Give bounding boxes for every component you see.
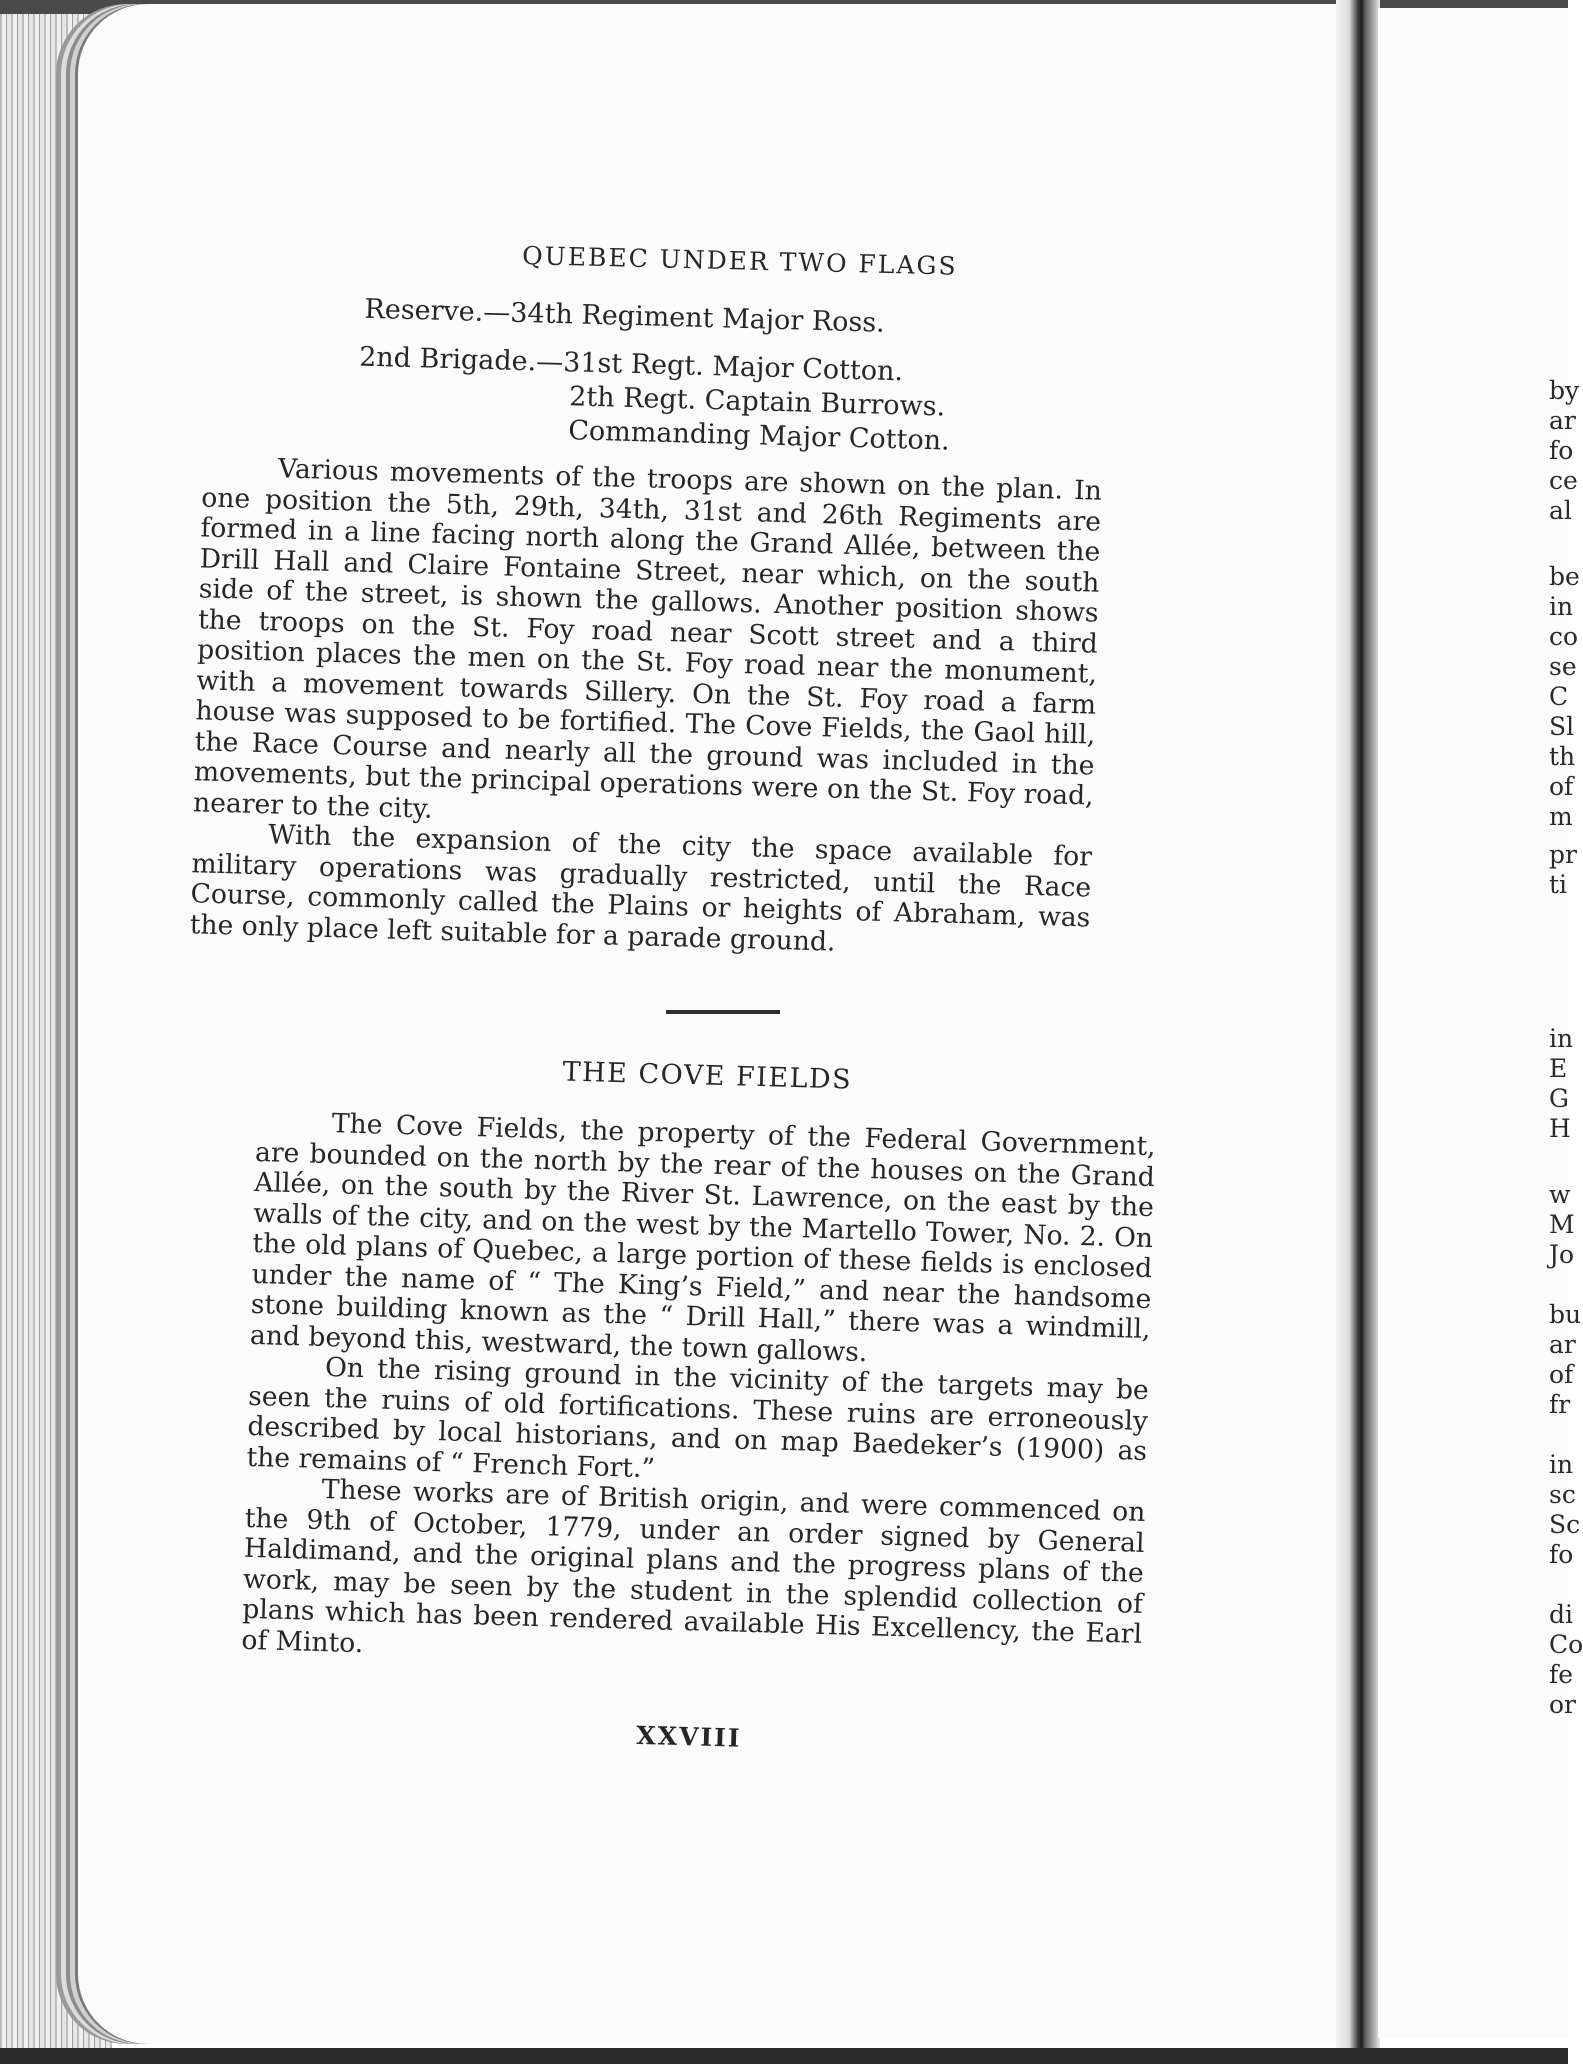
facing-page-fragment: or [1549,1690,1577,1719]
facing-page-fragment: fr [1549,1390,1571,1419]
body-paragraph: These works are of British origin, and were commenced on the 9th of October, 1779, under an order signed by General Haldimand, and the original plans and the progress plans of the work, may be seen by the student in the splendid collection of plans which has been rendered available His Excellency, the Earl of Minto. [241,1473,1146,1659]
facing-page-fragment: se [1549,652,1577,681]
facing-page-fragment: bu [1549,1300,1582,1329]
facing-page-fragment: be [1549,562,1580,591]
scan-bottom-border [0,2048,1568,2064]
body-paragraph: Various movements of the troops are shown on the plan. In one position the 5th, 29th, 34th, 31st and 26th Regiments are formed in a line facing north along the Grand Allée, between the Drill Hall and Claire Fontaine Street, near which, on the south side of the street, is shown the gallows. Another position shows the troops on the St. Foy road near Scott street and a third position places the men on the St. Foy road near the monument, with a movement towards Sillery. On the St. Foy road a farm house was supposed to be fortified. The Cove Fields, the Gaol hill, the Race Course and nearly all the ground was included in the movements, but the principal operations were on the St. Foy road, nearer to the city. [192,453,1103,825]
facing-page-fragment: Sl [1549,712,1575,741]
section-divider-rule [666,1010,780,1014]
brigade-line: 2nd Brigade.—31st Regt. Major Cotton. [358,341,904,388]
facing-page-fragment: al [1549,496,1572,525]
facing-page-fragment: fe [1549,1660,1574,1689]
facing-page-fragment: in [1549,1450,1574,1479]
right-page [1378,8,1571,2038]
page-number: XXVIII [635,1720,742,1753]
page-body-bottom [239,1048,1178,1764]
facing-page-fragment: fo [1549,436,1574,465]
facing-page-fragment: Jo [1549,1240,1575,1269]
facing-page-fragment: C [1549,682,1569,711]
section-title: THE COVE FIELDS [562,1056,853,1096]
brigade-line: 2th Regt. Captain Burrows. [568,381,946,423]
facing-page-fragment: di [1549,1600,1573,1629]
brigade-line: Commanding Major Cotton. [567,415,951,457]
facing-page-fragment: by [1549,376,1580,405]
brigade-line: Reserve.—34th Regiment Major Ross. [364,293,886,339]
body-paragraph: With the expansion of the city the space available for military operations was gradually restricted, until the Race Course, commonly called the Plains or heights of Abraham, was the only place left suitable for a parade ground. [189,819,1093,958]
facing-page-fragment: E [1549,1054,1568,1083]
page-body-top [189,290,1184,967]
running-head: QUEBEC UNDER TWO FLAGS [521,241,958,281]
facing-page-fragment: m [1549,802,1573,831]
facing-page-fragment: ce [1549,466,1578,495]
facing-page-fragment: of [1549,772,1574,801]
body-paragraph: The Cove Fields, the property of the Federal Government, are bounded on the north by the rear of the houses on the Grand Allée, on the south by the River St. Lawrence, on the east by the walls of the city, and on the west by the Martello Tower, No. 2. On the old plans of Quebec, a large portion of these fields is enclosed under the name of “ The King’s Field,” and near the handsome stone building known as the “ Drill Hall,” there was a windmill, and beyond this, westward, the town gallows. [249,1108,1157,1368]
facing-page-fragment: of [1549,1360,1574,1389]
body-paragraph: On the rising ground in the vicinity of the targets may be seen the ruins of old fortifications. These ruins are erroneously described by local historians, and on map Baedeker’s (1900) as the remains of “ French Fort.” [246,1352,1150,1484]
facing-page-fragment: pr [1549,840,1577,869]
facing-page-fragment: sc [1549,1480,1576,1509]
facing-page-fragment: in [1549,592,1574,621]
book-gutter [1336,0,1380,2064]
facing-page-fragment: w [1549,1180,1571,1209]
facing-page-fragment: H [1549,1114,1571,1143]
facing-page-fragment: th [1549,742,1576,771]
facing-page-fragment: co [1549,622,1579,651]
facing-page-fragment: ar [1549,1330,1576,1359]
facing-page-fragment: in [1549,1024,1574,1053]
facing-page-fragment: fo [1549,1540,1574,1569]
facing-page-fragment: ti [1549,870,1568,899]
facing-page-fragment: Co [1549,1630,1583,1659]
facing-page-fragment: G [1549,1084,1569,1113]
facing-page-fragment: M [1549,1210,1575,1239]
facing-page-fragment: Sc [1549,1510,1581,1539]
facing-page-fragment: ar [1549,406,1576,435]
